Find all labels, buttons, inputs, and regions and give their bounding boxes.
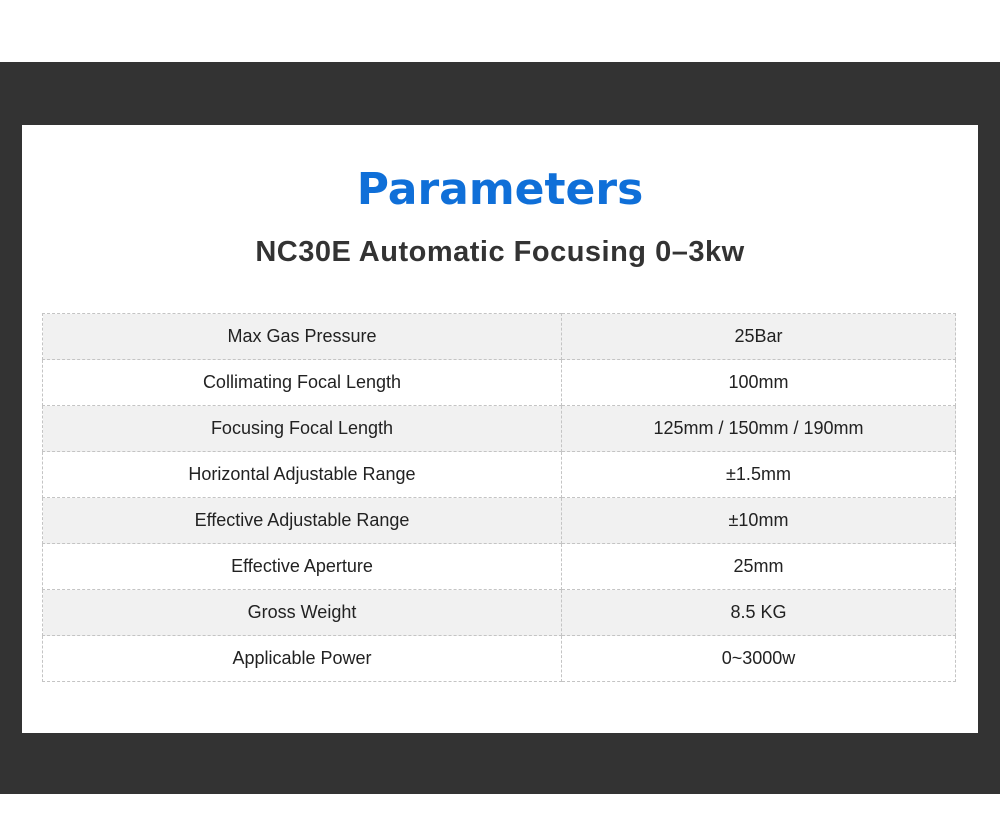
table-row	[43, 406, 956, 452]
parameter-value: ±10mm	[562, 498, 956, 544]
parameter-label: Effective Adjustable Range	[43, 498, 562, 544]
parameter-label: Applicable Power	[43, 636, 562, 682]
parameter-value: 25mm	[562, 544, 956, 590]
table-row	[43, 314, 956, 360]
parameter-label: Gross Weight	[43, 590, 562, 636]
table-row	[43, 544, 956, 590]
table-row	[43, 636, 956, 682]
parameter-value: 100mm	[562, 360, 956, 406]
parameter-value: ±1.5mm	[562, 452, 956, 498]
table-row	[43, 590, 956, 636]
table-row	[43, 360, 956, 406]
parameter-value: 125mm / 150mm / 190mm	[562, 406, 956, 452]
parameter-label: Max Gas Pressure	[43, 314, 562, 360]
page-subtitle: NC30E Automatic Focusing 0–3kw	[255, 236, 745, 268]
parameter-label: Horizontal Adjustable Range	[43, 452, 562, 498]
parameter-value: 25Bar	[562, 314, 956, 360]
page-title: Parameters	[356, 164, 644, 215]
parameter-value: 0~3000w	[562, 636, 956, 682]
table-row	[43, 452, 956, 498]
table-row	[43, 498, 956, 544]
parameter-label: Focusing Focal Length	[43, 406, 562, 452]
parameter-label: Effective Aperture	[43, 544, 562, 590]
parameter-value: 8.5 KG	[562, 590, 956, 636]
parameters-table	[42, 313, 956, 682]
parameter-label: Collimating Focal Length	[43, 360, 562, 406]
